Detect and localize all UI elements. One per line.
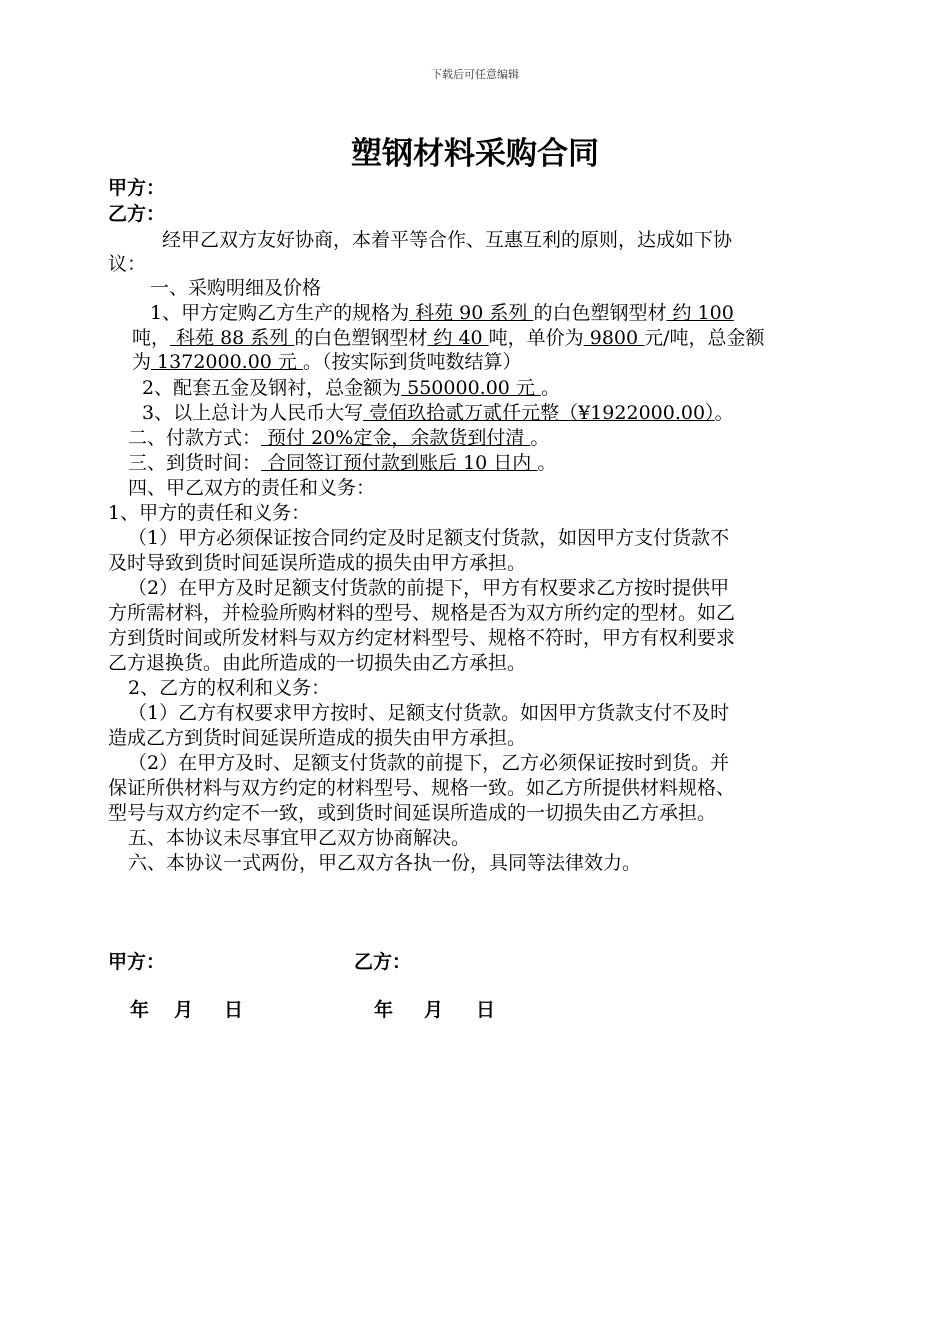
sign-a-year: 年 [130, 999, 150, 1021]
party-a-label: 甲方： [108, 177, 166, 199]
item-1-line-1: 1、甲方定购乙方生产的规格为 科苑 90 系列 的白色塑钢型材 约 100 [150, 302, 734, 324]
item-1-line-3: 为 1372000.00 元 。（按实际到货吨数结算） [132, 351, 522, 373]
a2-line-2: 方所需材料，并检验所购材料的型号、规格是否为双方所约定的型材。如乙 [108, 602, 736, 624]
a1-line-2: 及时导致到货时间延误所造成的损失由甲方承担。 [108, 552, 527, 574]
b1-line-1: （1）乙方有权要求甲方按时、足额支付货款。如因甲方货款支付不及时 [128, 702, 730, 724]
party-b-label: 乙方： [108, 203, 166, 225]
sign-b-month: 月 [424, 999, 444, 1021]
item-3: 3、以上总计为人民币大写 壹佰玖拾贰万贰仟元整（¥1922000.00）。 [142, 402, 734, 424]
section-5: 五、本协议未尽事宜甲乙双方协商解决。 [128, 827, 471, 849]
item-1-line-2: 吨， 科苑 88 系列 的白色塑钢型材 约 40 吨，单价为 9800 元/吨，总金额 [132, 327, 765, 349]
a1-line-1: （1）甲方必须保证按合同约定及时足额支付货款，如因甲方支付货款不 [128, 527, 730, 549]
b2-line-2: 保证所供材料与双方约定的材料型号、规格一致。如乙方所提供材料规格、 [108, 777, 736, 799]
party-b-duties-heading: 2、乙方的权利和义务： [128, 677, 331, 699]
section-4-heading: 四、甲乙双方的责任和义务： [128, 477, 376, 499]
b2-line-3: 型号与双方约定不一致，或到货时间延误所造成的一切损失由乙方承担。 [108, 802, 717, 824]
item-2: 2、配套五金及钢衬，总金额为 550000.00 元 。 [142, 377, 560, 399]
b1-line-2: 造成乙方到货时间延误所造成的损失由甲方承担。 [108, 727, 527, 749]
section-6: 六、本协议一式两份，甲乙双方各执一份，具同等法律效力。 [128, 852, 642, 874]
a2-line-1: （2）在甲方及时足额支付货款的前提下，甲方有权要求乙方按时提供甲 [128, 577, 730, 599]
sign-b-day: 日 [476, 999, 496, 1021]
sign-b-year: 年 [374, 999, 394, 1021]
sign-a-month: 月 [174, 999, 194, 1021]
sign-a-day: 日 [224, 999, 244, 1021]
document-title: 塑钢材料采购合同 [351, 136, 599, 172]
a2-line-3: 方到货时间或所发材料与双方约定材料型号、规格不符时，甲方有权利要求 [108, 627, 736, 649]
header-note: 下载后可任意编辑 [431, 68, 519, 81]
section-3-delivery: 三、到货时间： 合同签订预付款到账后 10 日内 。 [128, 452, 557, 474]
sign-party-a-label: 甲方： [108, 951, 166, 973]
party-a-duties-heading: 1、甲方的责任和义务： [108, 502, 311, 524]
b2-line-1: （2）在甲方及时、足额支付货款的前提下，乙方必须保证按时到货。并 [128, 752, 730, 774]
section-2-payment: 二、付款方式： 预付 20%定金，余款货到付清 。 [128, 427, 550, 449]
intro-line-1: 经甲乙双方友好协商，本着平等合作、互惠互利的原则，达成如下协 [162, 229, 733, 251]
a2-line-4: 乙方退换货。由此所造成的一切损失由乙方承担。 [108, 652, 527, 674]
section-1-heading: 一、采购明细及价格 [150, 277, 322, 299]
intro-line-2: 议： [108, 253, 147, 275]
sign-party-b-label: 乙方： [354, 951, 412, 973]
